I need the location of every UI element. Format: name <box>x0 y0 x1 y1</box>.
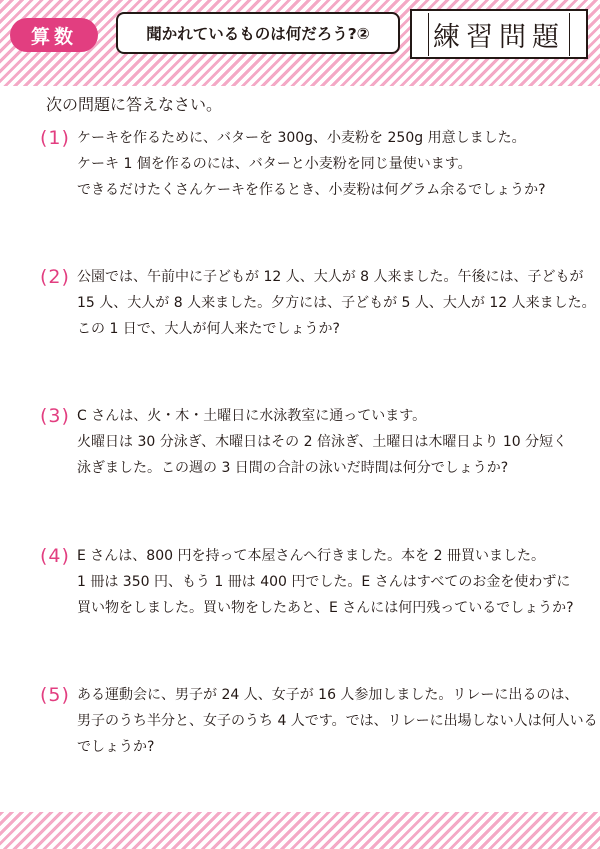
question-number: (4) <box>40 545 70 567</box>
question-line: 公園では、午前中に子どもが 12 人、大人が 8 人来ました。午後には、子どもが <box>77 269 584 285</box>
practice-heading-box <box>410 9 588 59</box>
footer-stripe-band <box>0 812 600 849</box>
question-line: 男子のうち半分と、女子のうち 4 人です。では、リレーに出場しない人は何人いる <box>77 713 598 729</box>
practice-heading: 練習問題 <box>428 13 570 56</box>
subject-label: 算数 <box>30 25 77 48</box>
question-number: (2) <box>40 266 70 288</box>
question-line: E さんは、800 円を持って本屋さんへ行きました。本を 2 冊買いました。 <box>77 548 545 564</box>
subject-badge <box>10 18 98 52</box>
question-number: (5) <box>40 684 70 706</box>
instruction-text: 次の問題に答えなさい。 <box>46 95 223 114</box>
worksheet-title-box <box>116 12 400 54</box>
question-text <box>77 127 546 205</box>
question-text <box>77 545 574 623</box>
question-line: でしょうか? <box>77 739 155 755</box>
question-line: ケーキ 1 個を作るのには、バターと小麦粉を同じ量使います。 <box>77 156 472 172</box>
question-line: C さんは、火・木・土曜日に水泳教室に通っています。 <box>77 408 427 424</box>
question-text <box>77 684 598 762</box>
question-number: (1) <box>40 127 70 149</box>
question-line: この 1 日で、大人が何人来たでしょうか? <box>77 321 340 337</box>
question-line: ケーキを作るために、バターを 300g、小麦粉を 250g 用意しました。 <box>77 130 526 146</box>
question-line: 火曜日は 30 分泳ぎ、木曜日はその 2 倍泳ぎ、土曜日は木曜日より 10 分短く <box>77 434 568 450</box>
question-line: 買い物をしました。買い物をしたあと、E さんには何円残っているでしょうか? <box>77 600 574 616</box>
question-line: 1 冊は 350 円、もう 1 冊は 400 円でした。E さんはすべてのお金を使わずに <box>77 574 571 590</box>
question-line: 15 人、大人が 8 人来ました。夕方には、子どもが 5 人、大人が 12 人来ました。 <box>77 295 596 311</box>
worksheet-title: 聞かれているものは何だろう?② <box>146 25 370 43</box>
question-text <box>77 405 567 483</box>
question-number: (3) <box>40 405 70 427</box>
question-text <box>77 266 596 344</box>
question-line: 泳ぎました。この週の 3 日間の合計の泳いだ時間は何分でしょうか? <box>77 460 509 476</box>
question-line: ある運動会に、男子が 24 人、女子が 16 人参加しました。リレーに出るのは、 <box>77 687 579 703</box>
question-line: できるだけたくさんケーキを作るとき、小麦粉は何グラム余るでしょうか? <box>77 182 546 198</box>
